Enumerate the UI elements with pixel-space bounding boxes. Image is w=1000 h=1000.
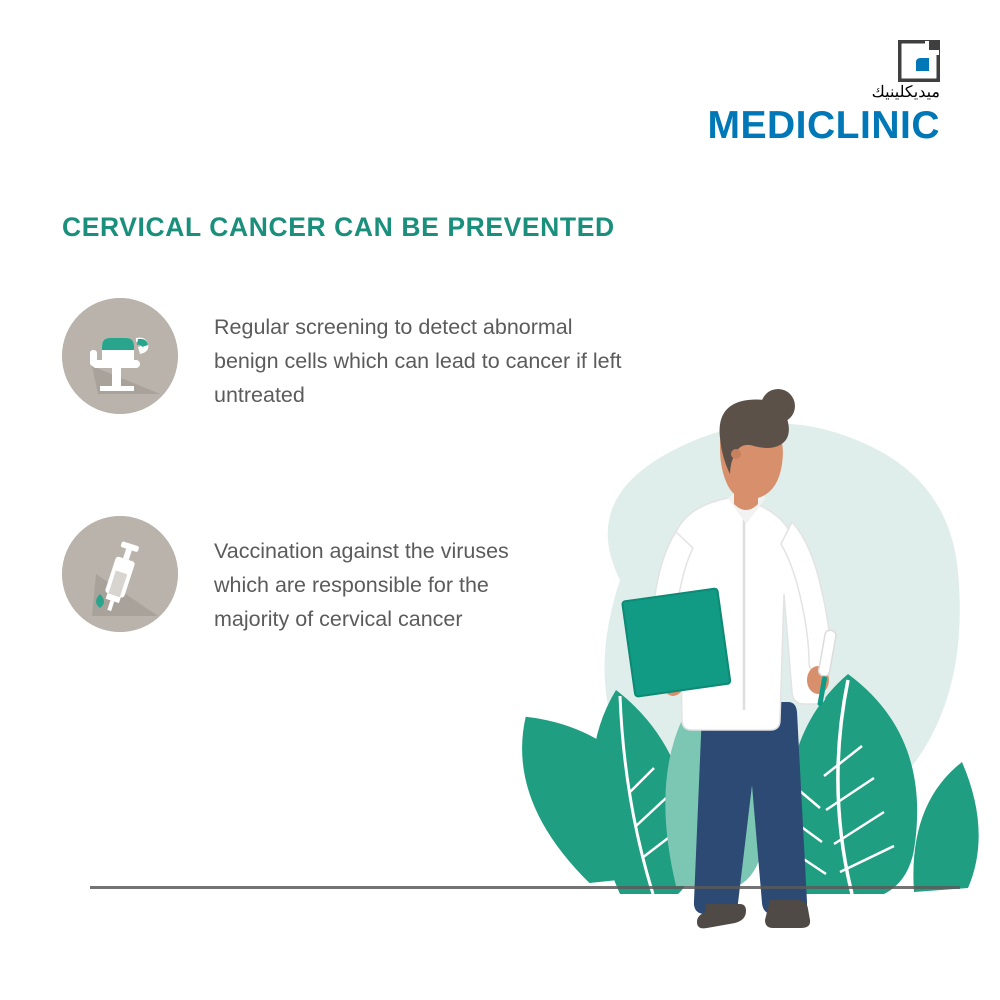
brand-name: MEDICLINIC (707, 104, 940, 147)
bullet-icon-badge (62, 516, 178, 632)
brand-logo (540, 40, 940, 148)
examination-chair-icon (62, 298, 178, 414)
hair-bun (761, 389, 795, 423)
leaf-far-right (913, 762, 978, 892)
ear (731, 449, 741, 459)
mediclinic-square-logo-icon (898, 40, 940, 82)
bullet-item (62, 516, 532, 636)
clipboard (622, 588, 730, 696)
page-title: CERVICAL CANCER CAN BE PREVENTED (62, 212, 615, 242)
bullet-text: Regular screening to detect abnormal benign cells which can lead to cancer if left untreated (214, 315, 622, 407)
shoe-right (765, 900, 810, 928)
bullet-text: Vaccination against the viruses which are responsible for the majority of cervical cancer (214, 539, 509, 631)
illustration-svg (470, 380, 1000, 1000)
ground-line (40, 886, 960, 889)
illustration-doctor-and-plants (470, 380, 1000, 1000)
syringe-icon (62, 516, 178, 632)
brand-arabic-name: ميديكلينيك (871, 84, 940, 101)
bullet-icon-badge (62, 298, 178, 414)
